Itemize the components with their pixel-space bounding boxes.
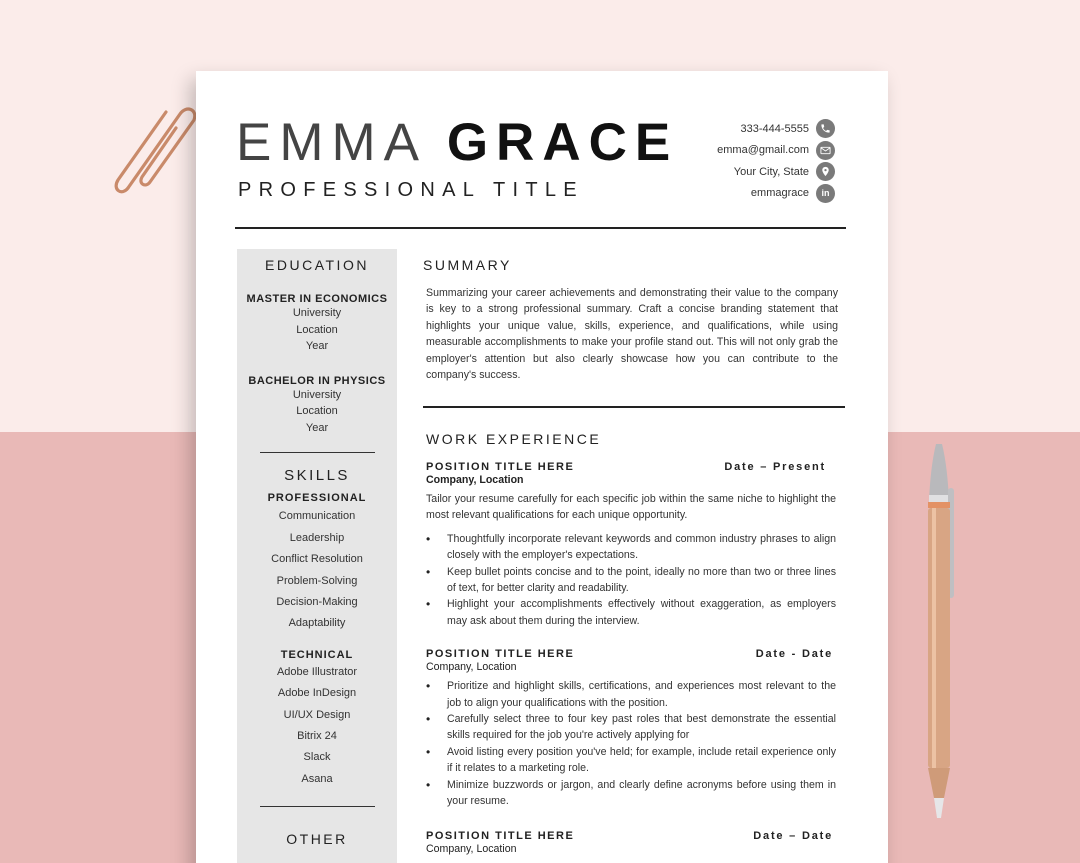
location-pin-icon xyxy=(816,162,835,181)
first-name: EMMA xyxy=(236,113,425,172)
contact-block xyxy=(635,118,835,204)
job-header xyxy=(426,830,836,842)
contact-linkedin xyxy=(635,183,835,205)
mail-icon xyxy=(816,141,835,160)
work-experience-heading: WORK EXPERIENCE xyxy=(426,430,602,447)
bullet-item: • Thoughtfully incorporate relevant keywords and common industry phrases to align closely with the employer's expectations. xyxy=(426,531,836,564)
bullet-item: • Prioritize and highlight skills, certifications, and experiences most relevant to the job to align your qualifications with the position. xyxy=(426,678,836,711)
bullet-item: • Carefully select three to four key past roles that best demonstrate the essential skills required for the job you're actively applying for xyxy=(426,711,836,744)
bullet-item: • Minimize buzzwords or jargon, and clearly define acronyms before using them in your resume. xyxy=(426,777,836,810)
sidebar-divider xyxy=(260,806,375,807)
linkedin-text: emmagrace xyxy=(750,187,809,200)
job-company: Company, Location xyxy=(426,473,524,486)
contact-location xyxy=(635,161,835,183)
skill-item: Leadership xyxy=(289,531,345,544)
sidebar-divider xyxy=(260,452,375,453)
skill-item: Adaptability xyxy=(288,617,346,630)
job-company: Company, Location xyxy=(426,843,517,856)
skill-item: Slack xyxy=(303,751,331,764)
resume-page xyxy=(196,71,888,863)
skill-item: UI/UX Design xyxy=(283,708,351,721)
summary-divider xyxy=(423,406,845,408)
summary-text: Summarizing your career achievements and demonstrating their value to the company is key to a strong professional summary. Craft a concise branding statement that highlights your unique value, skills, experience, and qualifications, while using measurable accomplishments to make your profile stand out. This will not only grab the employer's attention but also clearly showcase how you can contribute to the company's success. xyxy=(426,287,838,382)
skill-item: Conflict Resolution xyxy=(271,553,363,566)
job-bullets xyxy=(426,678,836,809)
phone-icon xyxy=(816,119,835,138)
job-entry xyxy=(423,648,845,809)
job-entry xyxy=(423,461,845,629)
technical-skills-heading: TECHNICAL xyxy=(280,648,354,661)
education-entry xyxy=(237,293,397,355)
professional-title: PROFESSIONAL TITLE xyxy=(238,179,584,201)
job-header xyxy=(426,648,836,660)
job-intro: Tailor your resume carefully for each specific job within the same niche to highlight the most relevant qualifications for each unique opportunity. xyxy=(426,492,836,522)
contact-email xyxy=(635,140,835,162)
pen-image xyxy=(910,440,970,830)
bullet-item: • Highlight your accomplishments effectively without exaggeration, as employers may ask about them during the interview. xyxy=(426,596,836,629)
job-date: Date - Date xyxy=(755,648,833,661)
contact-phone xyxy=(635,118,835,140)
professional-skills-list xyxy=(237,506,397,634)
skill-item: Decision-Making xyxy=(276,595,358,608)
degree-school: University xyxy=(292,307,342,319)
degree-location: Location xyxy=(296,405,338,417)
job-title: POSITION TITLE HERE xyxy=(426,648,575,661)
bullet-item: • Keep bullet points concise and to the point, ideally no more than two or three lines of text, for better clarity and readability. xyxy=(426,564,836,597)
main-column xyxy=(423,249,845,855)
job-bullets xyxy=(426,531,836,629)
bullet-item: • Avoid listing every position you've held; for example, include retail experience only if it relates to a marketing role. xyxy=(426,744,836,777)
job-date: Date – Date xyxy=(753,830,833,843)
job-company: Company, Location xyxy=(426,661,517,674)
header-divider xyxy=(235,227,846,229)
location-text: Your City, State xyxy=(733,165,809,178)
job-title: POSITION TITLE HERE xyxy=(426,460,575,473)
degree-year: Year xyxy=(305,340,329,352)
degree-year: Year xyxy=(305,421,329,434)
education-heading: EDUCATION xyxy=(265,257,369,273)
professional-skills-heading: PROFESSIONAL xyxy=(267,492,367,505)
skill-item: Communication xyxy=(278,510,356,523)
sidebar xyxy=(237,249,397,863)
other-heading: OTHER xyxy=(286,831,348,848)
degree-title: BACHELOR IN PHYSICS xyxy=(248,374,386,387)
technical-skills-list xyxy=(237,662,397,790)
skill-item: Bitrix 24 xyxy=(297,729,337,742)
phone-text: 333-444-5555 xyxy=(740,122,809,135)
education-entry xyxy=(237,375,397,437)
skill-item: Asana xyxy=(301,772,333,785)
skill-item: Problem-Solving xyxy=(276,574,358,587)
paperclip-image xyxy=(110,100,200,200)
degree-location: Location xyxy=(296,323,338,336)
linkedin-glyph: in xyxy=(821,188,830,199)
skills-heading: SKILLS xyxy=(284,467,350,485)
last-name: GRACE xyxy=(446,113,679,172)
linkedin-icon xyxy=(816,184,835,203)
candidate-name xyxy=(236,113,678,173)
job-title: POSITION TITLE HERE xyxy=(426,830,575,843)
email-text: emma@gmail.com xyxy=(717,144,809,157)
summary-heading: SUMMARY xyxy=(423,257,512,273)
degree-title: MASTER IN ECONOMICS xyxy=(246,293,388,305)
job-header xyxy=(426,461,836,473)
job-entry xyxy=(423,830,845,855)
skill-item: Adobe Illustrator xyxy=(276,665,358,678)
job-date: Date – Present xyxy=(724,460,826,473)
skill-item: Adobe InDesign xyxy=(277,687,357,700)
degree-school: University xyxy=(292,388,342,401)
